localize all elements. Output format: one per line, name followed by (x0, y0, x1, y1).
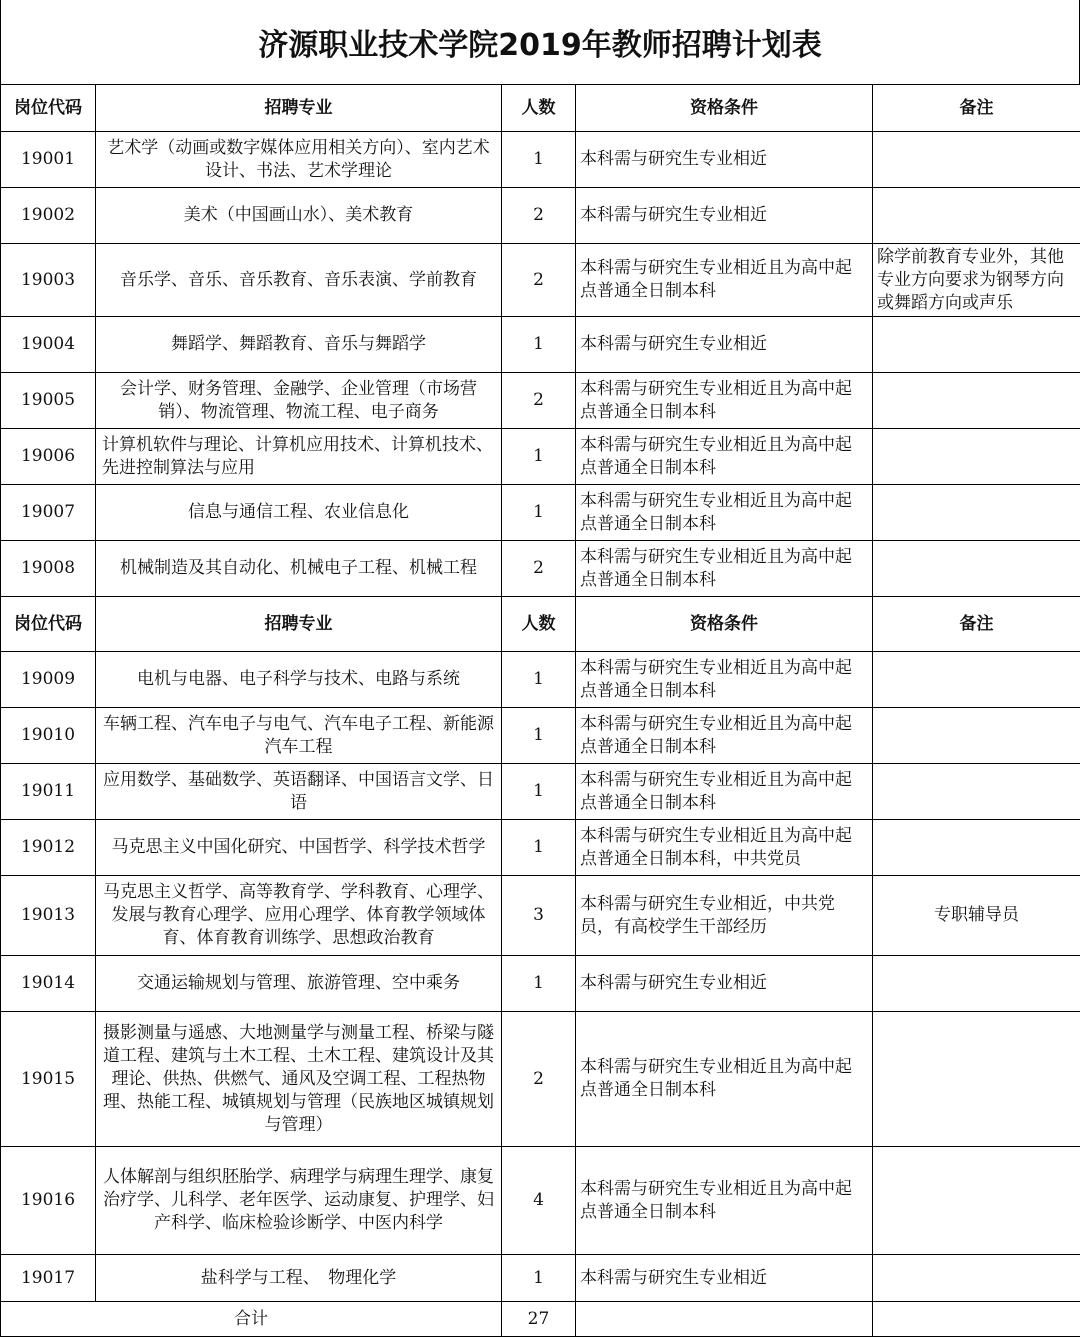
major-cell: 车辆工程、汽车电子与电气、汽车电子工程、新能源汽车工程 (96, 708, 502, 764)
count-cell: 2 (502, 188, 576, 244)
note-cell (873, 1012, 1080, 1147)
major-cell: 舞蹈学、舞蹈教育、音乐与舞蹈学 (96, 317, 502, 373)
count-cell: 4 (502, 1147, 576, 1255)
position-code: 19002 (1, 188, 96, 244)
header-note: 备注 (873, 85, 1080, 132)
header-code: 岗位代码 (1, 597, 96, 652)
count-cell: 3 (502, 876, 576, 956)
note-cell (873, 820, 1080, 876)
position-code: 19010 (1, 708, 96, 764)
note-cell (873, 373, 1080, 429)
note-cell (873, 764, 1080, 820)
table-row (1, 1147, 1080, 1255)
table-row (1, 956, 1080, 1012)
position-code: 19004 (1, 317, 96, 373)
note-cell (873, 132, 1080, 188)
qualification-cell: 本科需与研究生专业相近且为高中起点普通全日制本科 (576, 1147, 873, 1255)
position-code: 19005 (1, 373, 96, 429)
position-code: 19013 (1, 876, 96, 956)
position-code: 19006 (1, 429, 96, 485)
table-row (1, 244, 1080, 317)
count-cell: 2 (502, 541, 576, 597)
table-row (1, 876, 1080, 956)
count-cell: 2 (502, 373, 576, 429)
position-code: 19009 (1, 652, 96, 708)
table-row (1, 429, 1080, 485)
total-note (873, 1302, 1080, 1337)
qualification-cell: 本科需与研究生专业相近 (576, 1255, 873, 1302)
note-cell (873, 317, 1080, 373)
position-code: 19016 (1, 1147, 96, 1255)
qualification-cell: 本科需与研究生专业相近且为高中起点普通全日制本科 (576, 764, 873, 820)
major-cell: 摄影测量与遥感、大地测量学与测量工程、桥梁与隧道工程、建筑与土木工程、土木工程、建筑设计及其理论、供热、供燃气、通风及空调工程、工程热物理、热能工程、城镇规划与管理（民族地区城镇规划与管理） (96, 1012, 502, 1147)
table-row (1, 132, 1080, 188)
count-cell: 1 (502, 485, 576, 541)
total-label: 合计 (1, 1302, 502, 1337)
header-row (1, 85, 1080, 132)
qualification-cell: 本科需与研究生专业相近 (576, 132, 873, 188)
position-code: 19007 (1, 485, 96, 541)
qualification-cell: 本科需与研究生专业相近 (576, 956, 873, 1012)
major-cell: 美术（中国画山水）、美术教育 (96, 188, 502, 244)
table-row (1, 1012, 1080, 1147)
qualification-cell: 本科需与研究生专业相近且为高中起点普通全日制本科 (576, 429, 873, 485)
major-cell: 盐科学与工程、 物理化学 (96, 1255, 502, 1302)
qualification-cell: 本科需与研究生专业相近且为高中起点普通全日制本科 (576, 244, 873, 317)
note-cell (873, 188, 1080, 244)
major-cell: 信息与通信工程、农业信息化 (96, 485, 502, 541)
header-qualification: 资格条件 (576, 85, 873, 132)
qualification-cell: 本科需与研究生专业相近且为高中起点普通全日制本科 (576, 485, 873, 541)
count-cell: 1 (502, 956, 576, 1012)
page-title: 济源职业技术学院2019年教师招聘计划表 (0, 0, 1080, 84)
major-cell: 电机与电器、电子科学与技术、电路与系统 (96, 652, 502, 708)
total-row (1, 1302, 1080, 1337)
table-row (1, 708, 1080, 764)
qualification-cell: 本科需与研究生专业相近且为高中起点普通全日制本科 (576, 708, 873, 764)
total-count: 27 (502, 1302, 576, 1337)
header-row-repeat (1, 597, 1080, 652)
note-cell (873, 1147, 1080, 1255)
major-cell: 人体解剖与组织胚胎学、病理学与病理生理学、康复治疗学、儿科学、老年医学、运动康复、护理学、妇产科学、临床检验诊断学、中医内科学 (96, 1147, 502, 1255)
count-cell: 1 (502, 317, 576, 373)
table-row (1, 188, 1080, 244)
note-cell (873, 541, 1080, 597)
position-code: 19014 (1, 956, 96, 1012)
note-cell (873, 429, 1080, 485)
qualification-cell: 本科需与研究生专业相近且为高中起点普通全日制本科 (576, 652, 873, 708)
total-qualification (576, 1302, 873, 1337)
major-cell: 计算机软件与理论、计算机应用技术、计算机技术、先进控制算法与应用 (96, 429, 502, 485)
count-cell: 1 (502, 652, 576, 708)
header-count: 人数 (502, 597, 576, 652)
major-cell: 艺术学（动画或数字媒体应用相关方向）、室内艺术设计、书法、艺术学理论 (96, 132, 502, 188)
position-code: 19011 (1, 764, 96, 820)
qualification-cell: 本科需与研究生专业相近且为高中起点普通全日制本科 (576, 373, 873, 429)
note-cell (873, 1255, 1080, 1302)
count-cell: 1 (502, 820, 576, 876)
table-row (1, 1255, 1080, 1302)
table-row (1, 652, 1080, 708)
table-row (1, 541, 1080, 597)
major-cell: 马克思主义哲学、高等教育学、学科教育、心理学、发展与教育心理学、应用心理学、体育教学领域体育、体育教育训练学、思想政治教育 (96, 876, 502, 956)
qualification-cell: 本科需与研究生专业相近且为高中起点普通全日制本科 (576, 541, 873, 597)
major-cell: 机械制造及其自动化、机械电子工程、机械工程 (96, 541, 502, 597)
qualification-cell: 本科需与研究生专业相近 (576, 317, 873, 373)
note-cell: 专职辅导员 (873, 876, 1080, 956)
table-row (1, 820, 1080, 876)
table-row (1, 373, 1080, 429)
qualification-cell: 本科需与研究生专业相近 (576, 188, 873, 244)
header-code: 岗位代码 (1, 85, 96, 132)
position-code: 19008 (1, 541, 96, 597)
position-code: 19012 (1, 820, 96, 876)
table-row (1, 764, 1080, 820)
count-cell: 1 (502, 1255, 576, 1302)
position-code: 19017 (1, 1255, 96, 1302)
count-cell: 1 (502, 429, 576, 485)
note-cell (873, 708, 1080, 764)
table-row (1, 485, 1080, 541)
position-code: 19001 (1, 132, 96, 188)
qualification-cell: 本科需与研究生专业相近，中共党员，有高校学生干部经历 (576, 876, 873, 956)
count-cell: 1 (502, 764, 576, 820)
major-cell: 会计学、财务管理、金融学、企业管理（市场营销）、物流管理、物流工程、电子商务 (96, 373, 502, 429)
major-cell: 马克思主义中国化研究、中国哲学、科学技术哲学 (96, 820, 502, 876)
header-note: 备注 (873, 597, 1080, 652)
note-cell (873, 956, 1080, 1012)
count-cell: 1 (502, 708, 576, 764)
major-cell: 交通运输规划与管理、旅游管理、空中乘务 (96, 956, 502, 1012)
recruitment-table (0, 84, 1080, 1337)
count-cell: 1 (502, 132, 576, 188)
note-cell (873, 485, 1080, 541)
header-major: 招聘专业 (96, 85, 502, 132)
header-count: 人数 (502, 85, 576, 132)
qualification-cell: 本科需与研究生专业相近且为高中起点普通全日制本科，中共党员 (576, 820, 873, 876)
position-code: 19003 (1, 244, 96, 317)
table-row (1, 317, 1080, 373)
count-cell: 2 (502, 244, 576, 317)
major-cell: 音乐学、音乐、音乐教育、音乐表演、学前教育 (96, 244, 502, 317)
major-cell: 应用数学、基础数学、英语翻译、中国语言文学、日语 (96, 764, 502, 820)
position-code: 19015 (1, 1012, 96, 1147)
note-cell (873, 652, 1080, 708)
header-major: 招聘专业 (96, 597, 502, 652)
note-cell: 除学前教育专业外，其他专业方向要求为钢琴方向或舞蹈方向或声乐 (873, 244, 1080, 317)
header-qualification: 资格条件 (576, 597, 873, 652)
qualification-cell: 本科需与研究生专业相近且为高中起点普通全日制本科 (576, 1012, 873, 1147)
count-cell: 2 (502, 1012, 576, 1147)
